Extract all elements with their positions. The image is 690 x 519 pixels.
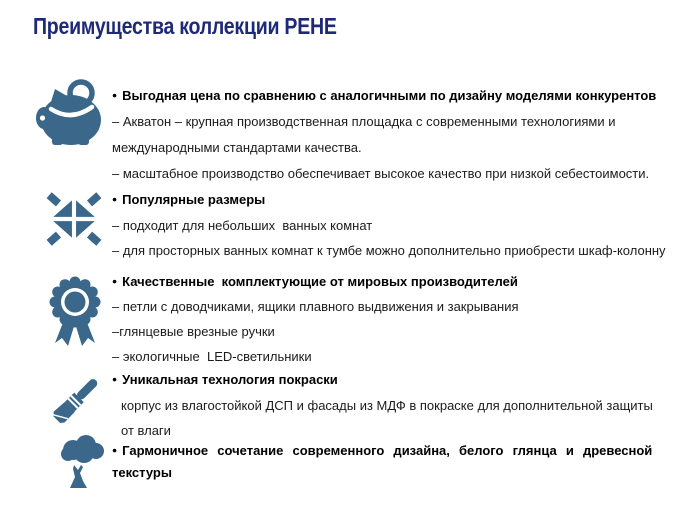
section-sizes: [112, 187, 674, 264]
paintbrush-icon: [47, 371, 105, 429]
section-design: [112, 439, 674, 484]
bullet-icon: ●: [112, 276, 118, 286]
section-heading: [112, 439, 674, 462]
section-line: от влаги: [121, 423, 171, 438]
heading-text: Популярные размеры: [122, 192, 266, 207]
tree-icon: [60, 435, 107, 491]
collapse-arrows-icon: [45, 192, 103, 246]
bullet-icon: ●: [112, 194, 118, 204]
section-line: – Акватон – крупная производственная площадка с современными технологиями и: [112, 114, 616, 129]
bullet-icon: ●: [112, 374, 118, 384]
heading-text: Уникальная технология покраски: [122, 372, 338, 387]
section-line: –глянцевые врезные ручки: [112, 324, 275, 339]
section-components: [112, 269, 674, 369]
page-title: Преимущества коллекции РЕНЕ: [33, 13, 337, 39]
heading-text: Качественные комплектующие от мировых производителей: [122, 274, 518, 289]
section-line: – экологичные LED-светильники: [112, 349, 312, 364]
section-paint: [112, 367, 674, 444]
section-heading: [112, 269, 674, 294]
award-medal-icon: [47, 275, 103, 347]
section-line: – подходит для небольших ванных комнат: [112, 217, 373, 233]
section-line: корпус из влагостойкой ДСП и фасады из МДФ в покраске для дополнительной защиты: [121, 397, 653, 413]
section-line: – масштабное производство обеспечивает высокое качество при низкой себестоимости.: [112, 166, 650, 181]
heading-text-line2: текстуры: [112, 465, 172, 480]
section-heading: [112, 187, 674, 213]
bullet-icon: ●: [112, 445, 118, 455]
section-line: международными стандартами качества.: [112, 140, 362, 155]
piggy-bank-icon: [36, 78, 106, 146]
section-heading: [112, 82, 674, 109]
heading-text: Выгодная цена по сравнению с аналогичными по дизайну моделями конкурентов: [122, 88, 657, 103]
section-line: – петли с доводчиками, ящики плавного выдвижения и закрывания: [112, 299, 519, 314]
section-price: [112, 82, 674, 187]
heading-text: Гармоничное сочетание современного дизайна, белого глянца и древесной: [122, 443, 653, 458]
section-line: – для просторных ванных комнат к тумбе можно дополнительно приобрести шкаф-колонну: [112, 243, 666, 258]
section-heading: [112, 367, 674, 393]
bullet-icon: ●: [112, 90, 118, 100]
